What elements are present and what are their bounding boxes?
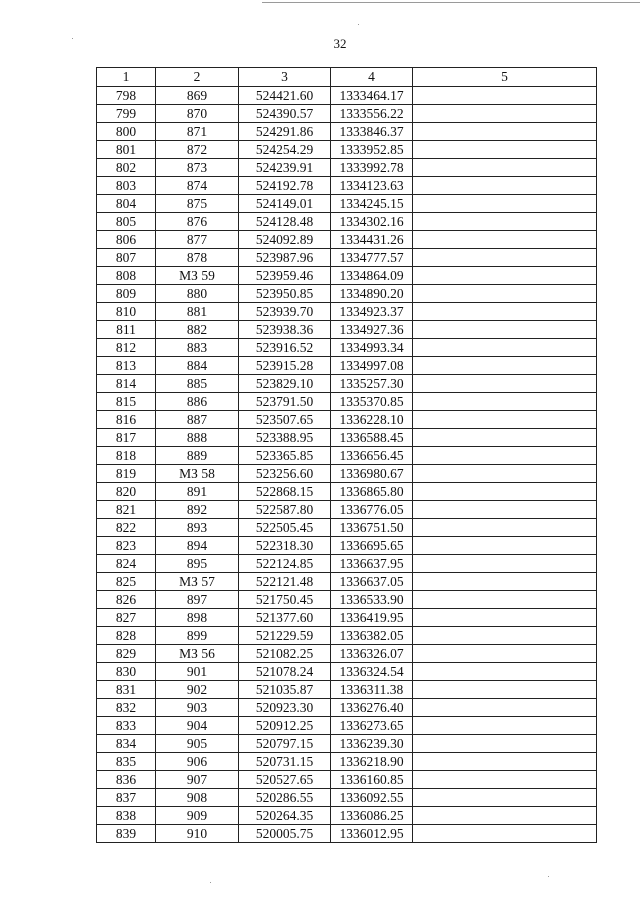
table-row: [97, 393, 597, 411]
cell-mark: 894: [156, 537, 239, 555]
cell-mark: 903: [156, 699, 239, 717]
cell-point-number: 831: [97, 681, 156, 699]
cell-note: [413, 339, 597, 357]
cell-note: [413, 195, 597, 213]
table-row: [97, 753, 597, 771]
cell-note: [413, 591, 597, 609]
cell-point-number: 809: [97, 285, 156, 303]
table-row: [97, 717, 597, 735]
cell-x: 524128.48: [239, 213, 331, 231]
cell-y: 1336533.90: [331, 591, 413, 609]
cell-y: 1333846.37: [331, 123, 413, 141]
cell-note: [413, 231, 597, 249]
cell-point-number: 813: [97, 357, 156, 375]
cell-mark: МЗ 59: [156, 267, 239, 285]
cell-note: [413, 717, 597, 735]
cell-point-number: 838: [97, 807, 156, 825]
scan-speck: [72, 38, 73, 39]
cell-note: [413, 411, 597, 429]
table-row: [97, 735, 597, 753]
cell-note: [413, 555, 597, 573]
cell-x: 520797.15: [239, 735, 331, 753]
cell-y: 1334777.57: [331, 249, 413, 267]
cell-x: 524390.57: [239, 105, 331, 123]
table-row: [97, 141, 597, 159]
table-row: [97, 609, 597, 627]
cell-x: 523365.85: [239, 447, 331, 465]
cell-point-number: 800: [97, 123, 156, 141]
cell-note: [413, 213, 597, 231]
cell-point-number: 828: [97, 627, 156, 645]
cell-mark: 880: [156, 285, 239, 303]
cell-y: 1336695.65: [331, 537, 413, 555]
cell-mark: 878: [156, 249, 239, 267]
cell-point-number: 806: [97, 231, 156, 249]
table-row: [97, 807, 597, 825]
table-row: [97, 483, 597, 501]
cell-point-number: 815: [97, 393, 156, 411]
cell-note: [413, 249, 597, 267]
cell-point-number: 836: [97, 771, 156, 789]
cell-point-number: 817: [97, 429, 156, 447]
cell-x: 522124.85: [239, 555, 331, 573]
cell-point-number: 832: [97, 699, 156, 717]
cell-y: 1334923.37: [331, 303, 413, 321]
cell-y: 1336588.45: [331, 429, 413, 447]
cell-point-number: 835: [97, 753, 156, 771]
cell-x: 524254.29: [239, 141, 331, 159]
table-row: [97, 375, 597, 393]
cell-x: 522121.48: [239, 573, 331, 591]
cell-point-number: 824: [97, 555, 156, 573]
cell-point-number: 823: [97, 537, 156, 555]
cell-y: 1336012.95: [331, 825, 413, 843]
cell-point-number: 821: [97, 501, 156, 519]
cell-point-number: 811: [97, 321, 156, 339]
table-row: [97, 195, 597, 213]
cell-x: 521377.60: [239, 609, 331, 627]
cell-note: [413, 321, 597, 339]
cell-point-number: 837: [97, 789, 156, 807]
cell-note: [413, 267, 597, 285]
cell-note: [413, 483, 597, 501]
page-number: 32: [333, 36, 347, 51]
cell-y: 1336276.40: [331, 699, 413, 717]
cell-point-number: 830: [97, 663, 156, 681]
table-header-row: [97, 68, 597, 87]
cell-note: [413, 105, 597, 123]
cell-mark: 910: [156, 825, 239, 843]
cell-note: [413, 735, 597, 753]
cell-x: 524291.86: [239, 123, 331, 141]
cell-mark: 874: [156, 177, 239, 195]
table-row: [97, 627, 597, 645]
cell-x: 522318.30: [239, 537, 331, 555]
cell-x: 520005.75: [239, 825, 331, 843]
cell-note: [413, 501, 597, 519]
table-row: [97, 501, 597, 519]
cell-y: 1336324.54: [331, 663, 413, 681]
cell-y: 1334431.26: [331, 231, 413, 249]
cell-note: [413, 375, 597, 393]
cell-point-number: 834: [97, 735, 156, 753]
table-row: [97, 429, 597, 447]
cell-note: [413, 825, 597, 843]
cell-mark: 902: [156, 681, 239, 699]
table-row: [97, 537, 597, 555]
cell-point-number: 805: [97, 213, 156, 231]
top-scan-rule: [262, 2, 640, 3]
cell-y: 1336239.30: [331, 735, 413, 753]
cell-note: [413, 519, 597, 537]
cell-y: 1336419.95: [331, 609, 413, 627]
cell-y: 1334864.09: [331, 267, 413, 285]
cell-y: 1336776.05: [331, 501, 413, 519]
cell-x: 523507.65: [239, 411, 331, 429]
cell-mark: 898: [156, 609, 239, 627]
table-row: [97, 789, 597, 807]
cell-note: [413, 141, 597, 159]
cell-x: 521750.45: [239, 591, 331, 609]
cell-y: 1334245.15: [331, 195, 413, 213]
cell-mark: 889: [156, 447, 239, 465]
cell-x: 523939.70: [239, 303, 331, 321]
cell-mark: 901: [156, 663, 239, 681]
cell-point-number: 826: [97, 591, 156, 609]
cell-note: [413, 789, 597, 807]
cell-y: 1335257.30: [331, 375, 413, 393]
table-row: [97, 465, 597, 483]
cell-mark: 899: [156, 627, 239, 645]
cell-y: 1333992.78: [331, 159, 413, 177]
cell-point-number: 827: [97, 609, 156, 627]
cell-point-number: 839: [97, 825, 156, 843]
cell-y: 1336160.85: [331, 771, 413, 789]
table-row: [97, 267, 597, 285]
cell-point-number: 799: [97, 105, 156, 123]
cell-mark: 869: [156, 87, 239, 105]
cell-note: [413, 465, 597, 483]
cell-x: 521082.25: [239, 645, 331, 663]
cell-note: [413, 663, 597, 681]
cell-y: 1333464.17: [331, 87, 413, 105]
table-row: [97, 321, 597, 339]
cell-mark: 870: [156, 105, 239, 123]
cell-mark: 884: [156, 357, 239, 375]
cell-point-number: 807: [97, 249, 156, 267]
cell-y: 1336865.80: [331, 483, 413, 501]
cell-note: [413, 609, 597, 627]
table-row: [97, 177, 597, 195]
cell-y: 1336980.67: [331, 465, 413, 483]
cell-point-number: 801: [97, 141, 156, 159]
cell-y: 1336637.05: [331, 573, 413, 591]
cell-point-number: 825: [97, 573, 156, 591]
cell-mark: 876: [156, 213, 239, 231]
cell-mark: 906: [156, 753, 239, 771]
cell-mark: МЗ 58: [156, 465, 239, 483]
cell-x: 521035.87: [239, 681, 331, 699]
cell-x: 524239.91: [239, 159, 331, 177]
table-row: [97, 645, 597, 663]
cell-y: 1336311.38: [331, 681, 413, 699]
cell-x: 522868.15: [239, 483, 331, 501]
cell-y: 1336326.07: [331, 645, 413, 663]
cell-mark: 883: [156, 339, 239, 357]
cell-x: 523915.28: [239, 357, 331, 375]
table-row: [97, 771, 597, 789]
scan-speck: [358, 24, 359, 25]
table-row: [97, 591, 597, 609]
cell-y: 1335370.85: [331, 393, 413, 411]
cell-point-number: 798: [97, 87, 156, 105]
cell-y: 1336656.45: [331, 447, 413, 465]
cell-mark: 892: [156, 501, 239, 519]
cell-y: 1336228.10: [331, 411, 413, 429]
cell-x: 524092.89: [239, 231, 331, 249]
table-row: [97, 87, 597, 105]
cell-y: 1336273.65: [331, 717, 413, 735]
cell-note: [413, 429, 597, 447]
cell-mark: 887: [156, 411, 239, 429]
cell-x: 520527.65: [239, 771, 331, 789]
cell-mark: 897: [156, 591, 239, 609]
table-row: [97, 249, 597, 267]
cell-point-number: 829: [97, 645, 156, 663]
cell-y: 1334302.16: [331, 213, 413, 231]
table-row: [97, 213, 597, 231]
cell-y: 1334927.36: [331, 321, 413, 339]
table-row: [97, 447, 597, 465]
cell-point-number: 802: [97, 159, 156, 177]
cell-point-number: 803: [97, 177, 156, 195]
cell-note: [413, 177, 597, 195]
column-header: 3: [239, 68, 331, 87]
cell-note: [413, 447, 597, 465]
cell-x: 520264.35: [239, 807, 331, 825]
cell-mark: 873: [156, 159, 239, 177]
table-row: [97, 123, 597, 141]
table-row: [97, 411, 597, 429]
cell-note: [413, 645, 597, 663]
cell-x: 523950.85: [239, 285, 331, 303]
cell-point-number: 818: [97, 447, 156, 465]
cell-x: 523987.96: [239, 249, 331, 267]
table-row: [97, 681, 597, 699]
cell-note: [413, 753, 597, 771]
cell-note: [413, 699, 597, 717]
table-row: [97, 555, 597, 573]
table-row: [97, 825, 597, 843]
table-row: [97, 519, 597, 537]
cell-x: 521229.59: [239, 627, 331, 645]
cell-x: 522505.45: [239, 519, 331, 537]
cell-note: [413, 393, 597, 411]
cell-mark: 886: [156, 393, 239, 411]
cell-x: 523916.52: [239, 339, 331, 357]
cell-note: [413, 159, 597, 177]
column-header: 2: [156, 68, 239, 87]
coordinates-table: [96, 67, 597, 843]
cell-mark: 882: [156, 321, 239, 339]
cell-point-number: 833: [97, 717, 156, 735]
cell-mark: 909: [156, 807, 239, 825]
column-header: 5: [413, 68, 597, 87]
cell-note: [413, 357, 597, 375]
cell-x: 520731.15: [239, 753, 331, 771]
scan-speck: [210, 882, 211, 883]
cell-y: 1334890.20: [331, 285, 413, 303]
cell-mark: 904: [156, 717, 239, 735]
cell-point-number: 816: [97, 411, 156, 429]
cell-x: 520912.25: [239, 717, 331, 735]
cell-x: 522587.80: [239, 501, 331, 519]
cell-x: 521078.24: [239, 663, 331, 681]
cell-x: 523959.46: [239, 267, 331, 285]
cell-mark: 885: [156, 375, 239, 393]
cell-mark: 877: [156, 231, 239, 249]
scan-speck: [548, 876, 549, 877]
column-header: 1: [97, 68, 156, 87]
cell-y: 1333556.22: [331, 105, 413, 123]
cell-point-number: 819: [97, 465, 156, 483]
cell-y: 1336637.95: [331, 555, 413, 573]
cell-mark: 881: [156, 303, 239, 321]
cell-x: 524192.78: [239, 177, 331, 195]
cell-note: [413, 285, 597, 303]
cell-note: [413, 681, 597, 699]
cell-note: [413, 123, 597, 141]
table-row: [97, 303, 597, 321]
cell-point-number: 804: [97, 195, 156, 213]
cell-y: 1336751.50: [331, 519, 413, 537]
cell-x: 523829.10: [239, 375, 331, 393]
cell-mark: МЗ 57: [156, 573, 239, 591]
cell-note: [413, 627, 597, 645]
cell-y: 1336092.55: [331, 789, 413, 807]
cell-point-number: 808: [97, 267, 156, 285]
cell-x: 523791.50: [239, 393, 331, 411]
cell-point-number: 810: [97, 303, 156, 321]
table-row: [97, 699, 597, 717]
cell-mark: 888: [156, 429, 239, 447]
table-body: [97, 68, 597, 843]
cell-y: 1336086.25: [331, 807, 413, 825]
table-row: [97, 159, 597, 177]
cell-mark: 905: [156, 735, 239, 753]
table-row: [97, 573, 597, 591]
cell-note: [413, 87, 597, 105]
cell-note: [413, 573, 597, 591]
table-row: [97, 339, 597, 357]
cell-point-number: 822: [97, 519, 156, 537]
cell-mark: МЗ 56: [156, 645, 239, 663]
cell-y: 1336218.90: [331, 753, 413, 771]
cell-x: 524149.01: [239, 195, 331, 213]
cell-note: [413, 537, 597, 555]
cell-y: 1336382.05: [331, 627, 413, 645]
cell-x: 523388.95: [239, 429, 331, 447]
cell-mark: 891: [156, 483, 239, 501]
table-row: [97, 663, 597, 681]
column-header: 4: [331, 68, 413, 87]
cell-mark: 895: [156, 555, 239, 573]
cell-mark: 875: [156, 195, 239, 213]
cell-x: 524421.60: [239, 87, 331, 105]
cell-mark: 872: [156, 141, 239, 159]
cell-note: [413, 771, 597, 789]
cell-note: [413, 303, 597, 321]
cell-mark: 908: [156, 789, 239, 807]
cell-x: 520286.55: [239, 789, 331, 807]
table-row: [97, 105, 597, 123]
cell-x: 523256.60: [239, 465, 331, 483]
cell-x: 523938.36: [239, 321, 331, 339]
cell-mark: 871: [156, 123, 239, 141]
cell-note: [413, 807, 597, 825]
cell-y: 1333952.85: [331, 141, 413, 159]
cell-point-number: 814: [97, 375, 156, 393]
cell-x: 520923.30: [239, 699, 331, 717]
cell-point-number: 820: [97, 483, 156, 501]
cell-mark: 893: [156, 519, 239, 537]
cell-point-number: 812: [97, 339, 156, 357]
cell-y: 1334997.08: [331, 357, 413, 375]
table-row: [97, 285, 597, 303]
cell-y: 1334123.63: [331, 177, 413, 195]
table-row: [97, 231, 597, 249]
table-row: [97, 357, 597, 375]
cell-mark: 907: [156, 771, 239, 789]
cell-y: 1334993.34: [331, 339, 413, 357]
